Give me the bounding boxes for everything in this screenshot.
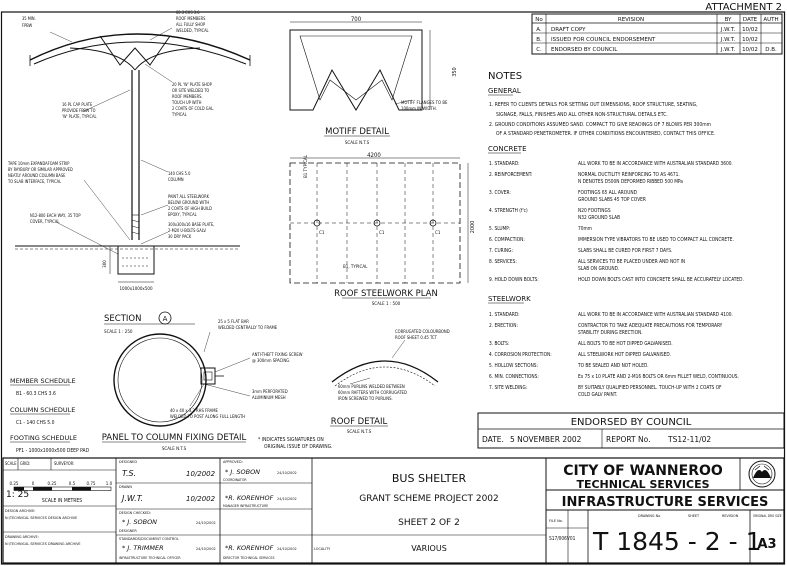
elevation-note: BY RAYBURY OR SIMILAR APPROVED <box>8 167 73 172</box>
note-value: HOLD DOWN BOLTS CAST INTO CONCRETE SHALL BE ACCURATELY LOCATED. <box>578 278 744 283</box>
project-subtitle: GRANT SCHEME PROJECT 2002 <box>359 494 499 504</box>
note-label: 1. STANDARD: <box>489 313 520 318</box>
elevation-note: EPOXY, TYPICAL <box>168 212 197 217</box>
general-note: OF A STANDARD PENETROMETER. IF OTHER CONDITIONS ENCOUNTERED, CONTACT THIS OFFICE. <box>496 131 716 137</box>
roof-notes <box>338 329 450 401</box>
note-value: ALL WORK TO BE IN ACCORDANCE WITH AUSTRALIAN STANDARD 3600. <box>578 162 733 167</box>
rev-row-by: J.W.T. <box>720 27 736 33</box>
note-value: GROUND SLABS 45 TOP COVER <box>578 198 646 203</box>
endorsed-date: 5 NOVEMBER 2002 <box>510 435 582 444</box>
roof-scale: SCALE N.T.S <box>346 430 372 435</box>
panel-scale: SCALE N.T.S <box>161 447 187 452</box>
steelwork-rows <box>489 312 739 398</box>
note-value: SLABS SHALL BE CURED FOR FIRST 7 DAYS. <box>578 249 673 254</box>
note-value: ALL STEELWORK HOT DIPPED GALVANISED. <box>578 353 672 358</box>
motif-title: MOTIFF DETAIL <box>325 127 389 137</box>
motif-detail <box>290 16 458 146</box>
note-label: 2. ERECTION: <box>489 324 518 329</box>
rev-row-text: ENDORSED BY COUNCIL <box>551 47 618 53</box>
checked-by: * J. SOBON <box>122 518 158 526</box>
elevation-notes <box>7 10 214 239</box>
section-notes <box>170 319 303 419</box>
scale-value: 1: 25 <box>6 490 30 500</box>
standards-label: STANDARDS/DOCUMENT CONTROL <box>119 536 179 541</box>
note-label: 7. SITE WELDING: <box>489 386 528 391</box>
designed-date: 10/2002 <box>186 470 216 478</box>
orig-size: A3 <box>757 537 777 552</box>
elevation-note: BELOW GROUND WITH <box>168 200 210 205</box>
note-value: N DENOTES D500N DEFORMED RIBBED 500 MPa <box>578 180 683 185</box>
section-note: ANTI-THEFT FIXING SCREW <box>252 352 303 357</box>
note-label: 6. MIN. CONNECTIONS: <box>489 375 539 380</box>
elevation-note: FPBW <box>22 23 33 28</box>
approved-coordinator: * J. SOBON <box>225 468 261 476</box>
approved-coordinator-date: 24/10/2002 <box>277 470 297 475</box>
drawing-no-label: DRAWING No <box>638 513 661 518</box>
column-schedule-row: C1 - 140 CHS 5.0 <box>16 420 55 426</box>
plan-b1-side: B1 TYPICAL <box>304 154 309 178</box>
note-value: 70mm <box>578 227 592 232</box>
designed-label: DESIGNED <box>119 459 137 464</box>
note-value: BY SUITABLY QUALIFIED PERSONNEL. TOUCH-UP WITH 2 COATS OF <box>578 386 722 391</box>
locality-label: LOCALITY <box>314 546 331 551</box>
note-value: STABILITY DURING ERECTION. <box>578 331 643 336</box>
sheet-label: SHEET <box>688 513 700 518</box>
footing-schedule-title: FOOTING SCHEDULE <box>10 434 77 442</box>
roof-title: ROOF DETAIL <box>330 417 388 427</box>
steelwork-heading: STEELWORK <box>488 295 531 303</box>
plan-height: 2000 <box>470 220 476 234</box>
checked-date: 24/10/2002 <box>196 520 216 525</box>
roof-note: 60mm PURLINS WELDED BETWEEN <box>338 384 405 389</box>
scale-units: SCALE IN METRES <box>41 498 83 504</box>
elevation-note: TO SLAB INTERFACE, TYPICAL <box>8 179 62 184</box>
rev-header-by: BY <box>724 17 732 23</box>
surveyor-label: SURVEYOR: <box>54 461 75 466</box>
member-schedule-row: B1 - 60.3 CHS 3.6 <box>16 391 56 397</box>
section-note: ALUMINIUM MESH <box>252 395 286 400</box>
elevation-note: 2 COATS OF COLD GAL. <box>172 106 215 111</box>
section-note: @ 300mm SPACING. <box>252 358 291 363</box>
endorsed-date-label: DATE. <box>482 435 504 444</box>
file-number: S17/006V01 <box>549 537 576 542</box>
rev-row-auth: D.B. <box>765 47 777 53</box>
locality: VARIOUS <box>411 544 447 553</box>
plan-title: ROOF STEELWORK PLAN <box>334 289 438 299</box>
scale-tick-label: 0.25 <box>9 482 19 487</box>
note-label: 4. CORROSION PROTECTION: <box>489 353 552 358</box>
note-label: 8. SERVICES: <box>489 260 517 265</box>
checked-role: DESIGNER <box>119 528 137 533</box>
approved-manager-role: MANAGER INFRASTRUCTURE <box>223 504 269 508</box>
section-note: 40 x 40 x 3.2 RHS FRAME <box>170 408 218 413</box>
schedules <box>10 377 90 454</box>
plan-b1-label: B1, TYPICAL <box>343 265 368 270</box>
elevation-note: NEATLY AROUND COLUMN BASE <box>8 173 66 178</box>
plan-c1-label: C1 <box>435 231 441 236</box>
note-label: 2. REINFORCEMENT: <box>489 173 533 178</box>
note-value: ALL SERVICES TO BE PLACED UNDER AND NOT IN <box>578 260 686 265</box>
plan-width: 4200 <box>367 152 381 159</box>
elevation-note: 20 PL 'W' PLATE SHOP <box>172 82 212 87</box>
motif-scale: SCALE N.T.S <box>344 141 370 146</box>
shelter-elevation <box>15 28 250 292</box>
attachment-label: ATTACHMENT 2 <box>705 2 782 13</box>
elevation-note: 35 MIN. <box>22 16 36 21</box>
scale-tick-label: 1.0 <box>105 482 113 487</box>
note-value: FOOTINGS 65 ALL AROUND <box>578 191 637 196</box>
general-note: 2. GROUND CONDITIONS ASSUMED SAND. COMPACT TO GIVE READINGS OF 7 BLOWS PER 300mm <box>489 122 712 128</box>
section-letter: A <box>162 315 168 323</box>
plan-c1-label: C1 <box>379 231 385 236</box>
rev-row-date: 10/02 <box>742 27 758 33</box>
approved-manager: *R. KORENHOF <box>225 494 274 502</box>
elevation-note: TAPE 10mm EXPANDAFOAM STRIP <box>8 161 70 166</box>
scale-tick-label: 0 <box>31 482 35 487</box>
note-value: NORMAL DUCTILITY REINFORCING TO AS 4671. <box>578 173 680 178</box>
org-city: CITY OF WANNEROO <box>563 463 723 479</box>
standards-role: INFRASTRUCTURE TECHNICAL OFFICER <box>119 556 181 560</box>
drawn-date: 10/2002 <box>186 495 216 503</box>
roof-note: 60mm RAFTERS WITH CORRUGATED <box>338 390 407 395</box>
sheet-of: SHEET 2 OF 2 <box>398 518 460 528</box>
grid-label: GRID: <box>20 461 31 466</box>
dim-footing-label: 1000x1000x500 <box>119 287 153 292</box>
title-block <box>3 458 784 563</box>
orig-size-label: ORIGINAL DRG SIZE <box>753 514 782 518</box>
note-label: 4. STRENGTH (f'c) <box>489 209 528 214</box>
general-note: SIGNAGE, FALLS, FINISHES AND ALL OTHER NON-STRUCTURAL DETAILS ETC. <box>496 112 668 118</box>
note-value: TO BE SEALED AND NOT HOLED. <box>578 364 649 369</box>
note-value: CONTRACTOR TO TAKE ADEQUATE PRECAUTIONS FOR TEMPORARY <box>578 324 723 329</box>
elevation-note: PAINT ALL STEELWORK <box>168 194 209 199</box>
rev-row-date: 10/02 <box>742 37 758 43</box>
scale-tick-label: 0.75 <box>86 482 96 487</box>
rev-row-text: DRAFT COPY <box>551 27 586 33</box>
elevation-note: 300x300x16 BASE PLATE, <box>168 222 215 227</box>
elevation-note: ROOF MEMBERS. <box>172 94 203 99</box>
elevation-note: 30 DRY PACK <box>168 234 192 239</box>
scale-tick-label: 0.25 <box>47 482 57 487</box>
elevation-note: OR SITE WELDED TO <box>172 88 210 93</box>
plan-c1-label: C1 <box>319 231 325 236</box>
drawn-by: J.W.T. <box>122 494 144 503</box>
note-label: 3. COVER: <box>489 191 511 196</box>
section-note: WELDED TO POST ALONG FULL LENGTH <box>170 414 246 419</box>
design-archive-label: DESIGN ARCHIVE: <box>5 508 36 513</box>
design-archive: N:\TECHNICAL SERVICES DESIGN ARCHIVE <box>5 515 78 520</box>
note-label: 9. HOLD DOWN BOLTS: <box>489 278 539 283</box>
signature-note: * INDICATES SIGNATURES ON <box>258 437 324 443</box>
drawing-number: T 1845 - 2 - 1 <box>593 527 762 556</box>
note-label: 7. CURING: <box>489 249 513 254</box>
revision-table <box>532 14 782 54</box>
note-label: 5. SLUMP: <box>489 227 511 232</box>
report-number: TS12-11/02 <box>668 435 712 444</box>
standards-by: * J. TRIMMER <box>122 544 164 552</box>
scale-label: SCALE <box>5 461 17 466</box>
general-note: 1. REFER TO CLIENTS DETAILS FOR SETTING OUT DIMENSIONS, ROOF STRUCTURE, SEATING, <box>489 102 698 108</box>
standards-date: 24/10/2002 <box>196 546 216 551</box>
elevation-note: ALL FULLY SHOP <box>176 22 206 27</box>
motif-height: 350 <box>452 67 458 77</box>
endorsement-box <box>478 413 784 448</box>
note-value: IMMERSION TYPE VIBRATORS TO BE USED TO COMPACT ALL CONCRETE. <box>578 238 734 243</box>
rev-row-by: J.W.T. <box>720 47 736 53</box>
note-value: ALL WORK TO BE IN ACCORDANCE WITH AUSTRALIAN STANDARD 4100. <box>578 313 733 318</box>
elevation-note: 60.3 CHS 3.6 <box>176 10 200 15</box>
note-value: Ex 75 x 10 PLATE AND 2-M16 BOLTS OR 6mm FILLET WELD, CONTINUOUS. <box>578 375 739 380</box>
motif-note: MOTIFF FLANGES TO BE <box>401 101 448 106</box>
scale-tick-label: 0.5 <box>68 482 76 487</box>
dim-300-label: 300 <box>103 260 108 268</box>
section-note: WELDED CENTRALLY TO FRAME <box>218 325 278 330</box>
notes-section <box>488 71 744 398</box>
signature-note: ORIGINAL ISSUE OF DRAWING. <box>264 444 333 450</box>
revision-label: REVISION <box>722 513 739 518</box>
org-technical: TECHNICAL SERVICES <box>576 478 710 491</box>
approved-manager-date: 24/10/2002 <box>277 496 297 501</box>
rev-row-by: J.W.T. <box>720 37 736 43</box>
note-label: 3. BOLTS: <box>489 342 510 347</box>
roof-note: ROOF SHEET 0.45 TCT <box>395 335 437 340</box>
rev-row-date: 10/02 <box>742 47 758 53</box>
file-label: FILE No. <box>549 518 563 523</box>
elevation-note: PROVIDE FPBW TO <box>62 108 96 113</box>
elevation-note: TOUCH UP WITH <box>172 100 202 105</box>
motif-width: 700 <box>350 16 362 23</box>
elevation-note: N12-800 EACH WAY, 35 TOP <box>30 213 81 218</box>
city-crest-logo <box>749 461 775 487</box>
concrete-heading: CONCRETE <box>488 145 527 153</box>
rev-header-auth: AUTH <box>763 17 779 23</box>
org-infrastructure: INFRASTRUCTURE SERVICES <box>561 495 769 510</box>
roof-note: IRON SCREWED TO PURLINS. <box>338 396 393 401</box>
elevation-note: 16 PL CAP PLATE <box>62 102 93 107</box>
note-value: N32 GROUND SLAB <box>578 216 621 221</box>
drawing-archive: N:\TECHNICAL SERVICES DRAWING ARCHIVE <box>5 541 81 546</box>
roof-steelwork-plan <box>290 152 476 307</box>
elevation-note: WELDED, TYPICAL <box>176 28 209 33</box>
rev-row-no: A. <box>536 27 542 33</box>
note-label: 5. HOLLOW SECTIONS: <box>489 364 539 369</box>
elevation-note: TYPICAL <box>172 112 187 117</box>
approved-director-role: DIRECTOR TECHNICAL SERVICES <box>223 556 275 560</box>
approved-coordinator-role: COORDINATOR <box>223 478 247 482</box>
elevation-note: COVER, TYPICAL <box>30 219 60 224</box>
panel-title: PANEL TO COLUMN FIXING DETAIL <box>101 433 247 443</box>
plan-scale: SCALE 1 : 500 <box>371 302 401 307</box>
elevation-note: ROOF MEMBERS <box>176 16 206 21</box>
section-title: SECTION <box>104 314 142 324</box>
project-title: BUS SHELTER <box>391 472 467 485</box>
note-label: 6. COMPACTION: <box>489 238 525 243</box>
notes-title: NOTES <box>488 71 523 82</box>
endorsed-title: ENDORSED BY COUNCIL <box>570 417 692 428</box>
rev-header-date: DATE <box>742 17 758 23</box>
elevation-note: COLUMN <box>168 177 184 182</box>
rev-header-no: No <box>535 17 543 23</box>
rev-row-text: ISSUED FOR COUNCIL ENDORSEMENT <box>551 37 656 43</box>
approved-director-date: 24/10/2002 <box>277 546 297 551</box>
rev-row-no: C. <box>536 47 542 53</box>
approved-director: *R. KORENHOF <box>225 544 274 552</box>
checked-label: DESIGN CHECKED: <box>119 510 151 515</box>
column-schedule-title: COLUMN SCHEDULE <box>10 406 76 414</box>
general-heading: GENERAL <box>488 87 521 95</box>
rev-header-revision: REVISION <box>617 17 645 23</box>
note-value: N20 FOOTINGS <box>578 209 611 214</box>
roof-note: CORRUGATED COLOURBOND <box>395 329 450 334</box>
note-value: SLAB ON GROUND. <box>578 267 620 272</box>
report-label: REPORT No. <box>606 435 651 444</box>
drawn-label: DRAWN <box>119 484 132 489</box>
elevation-note: 140 CHS 5.0 <box>168 171 191 176</box>
note-value: ALL BOLTS TO BE HOT DIPPED GALVANISED. <box>578 342 673 347</box>
elevation-note: 2-M20 U-BOLTS GALV. <box>168 228 207 233</box>
designed-by: T.S. <box>122 469 137 478</box>
motif-note: 100mm IN WIDTH. <box>401 107 437 112</box>
approved-label: APPROVED: <box>223 459 243 464</box>
section-scale: SCALE 1 : 250 <box>104 330 133 335</box>
note-value: COLD GALV PAINT. <box>578 393 618 398</box>
elevation-note: 'W' PLATE, TYPICAL <box>62 114 97 119</box>
elevation-note: 2 COATS OF HIGH BUILD <box>168 206 212 211</box>
concrete-rows <box>489 161 744 283</box>
rev-row-no: B. <box>536 37 542 43</box>
footing-schedule-row: PF1 - 1000x1000x500 DEEP PAD <box>16 448 90 454</box>
section-note: 3mm PERFORATED <box>252 389 288 394</box>
note-label: 1. STANDARD: <box>489 162 520 167</box>
section-note: 25 x 5 FLAT BAR <box>218 319 249 324</box>
drawing-archive-label: DRAWING ARCHIVE: <box>5 534 39 539</box>
member-schedule-title: MEMBER SCHEDULE <box>10 377 76 385</box>
